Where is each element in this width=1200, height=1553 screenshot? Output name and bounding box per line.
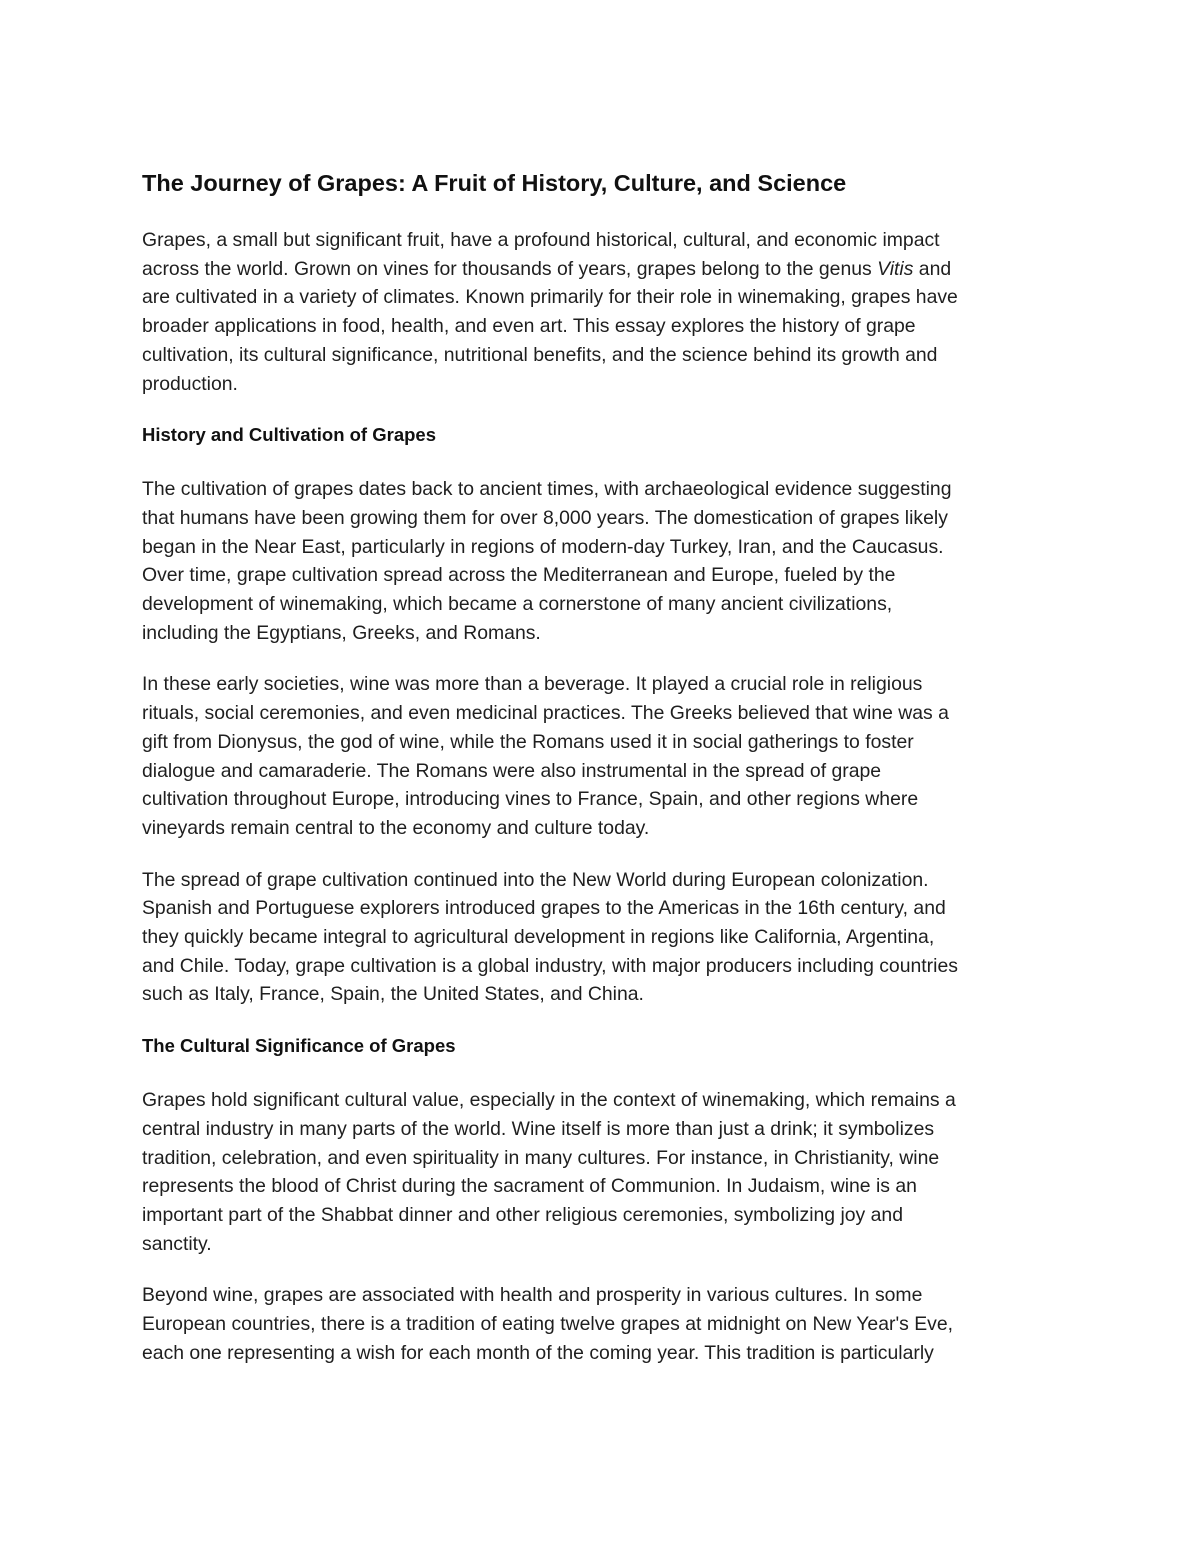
paragraph-line: Over time, grape cultivation spread across the Mediterranean and Europe, fueled by the bbox=[142, 564, 896, 587]
paragraph-line: Grapes hold significant cultural value, especially in the context of winemaking, which remains a bbox=[142, 1089, 956, 1112]
paragraph-line: that humans have been growing them for over 8,000 years. The domestication of grapes likely bbox=[142, 506, 948, 529]
paragraph-line: The spread of grape cultivation continued into the New World during European colonization. bbox=[142, 868, 929, 891]
paragraph-line: sanctity. bbox=[142, 1232, 212, 1255]
paragraph-line: and Chile. Today, grape cultivation is a global industry, with major producers including countries bbox=[142, 954, 958, 977]
paragraph-line: rituals, social ceremonies, and even medicinal practices. The Greeks believed that wine was a bbox=[142, 702, 949, 725]
paragraph-line: represents the blood of Christ during the sacrament of Communion. In Judaism, wine is an bbox=[142, 1175, 917, 1198]
paragraph-line: such as Italy, France, Spain, the United States, and China. bbox=[142, 983, 644, 1006]
paragraph-line: each one representing a wish for each month of the coming year. This tradition is particularly bbox=[142, 1341, 934, 1364]
history-paragraph-1 bbox=[142, 475, 1060, 647]
paragraph-line: are cultivated in a variety of climates. Known primarily for their role in winemaking, grapes have bbox=[142, 286, 958, 309]
paragraph-line: Spanish and Portuguese explorers introduced grapes to the Americas in the 16th century, and bbox=[142, 897, 946, 920]
paragraph-line: they quickly became integral to agricultural development in regions like California, Argentina, bbox=[142, 926, 935, 949]
paragraph-line: tradition, celebration, and even spirituality in many cultures. For instance, in Christianity, wine bbox=[142, 1146, 940, 1169]
genus-name: Vitis bbox=[877, 257, 914, 280]
cultural-paragraph-2 bbox=[142, 1281, 1060, 1367]
section-heading-history: History and Cultivation of Grapes bbox=[142, 424, 436, 446]
paragraph-line: Beyond wine, grapes are associated with health and prosperity in various cultures. In some bbox=[142, 1284, 923, 1307]
paragraph-line: central industry in many parts of the world. Wine itself is more than just a drink; it symbolizes bbox=[142, 1117, 935, 1140]
paragraph-line: important part of the Shabbat dinner and other religious ceremonies, symbolizing joy and bbox=[142, 1203, 903, 1226]
paragraph-line-with-genus bbox=[142, 255, 1060, 284]
paragraph-line: The cultivation of grapes dates back to ancient times, with archaeological evidence suggesting bbox=[142, 478, 952, 501]
paragraph-line: development of winemaking, which became a cornerstone of many ancient civilizations, bbox=[142, 593, 893, 616]
history-paragraph-3 bbox=[142, 866, 1060, 1010]
paragraph-line: vineyards remain central to the economy and culture today. bbox=[142, 816, 650, 839]
history-paragraph-2 bbox=[142, 670, 1060, 842]
paragraph-line: production. bbox=[142, 372, 238, 395]
paragraph-line: broader applications in food, health, and even art. This essay explores the history of grape bbox=[142, 315, 916, 338]
cultural-paragraph-1 bbox=[142, 1086, 1060, 1258]
paragraph-line: In these early societies, wine was more than a beverage. It played a crucial role in religious bbox=[142, 673, 923, 696]
paragraph-line: Grapes, a small but significant fruit, have a profound historical, cultural, and economic impact bbox=[142, 229, 940, 251]
section-heading-cultural: The Cultural Significance of Grapes bbox=[142, 1035, 456, 1057]
intro-paragraph bbox=[142, 226, 1060, 398]
paragraph-line-text: and bbox=[913, 257, 952, 280]
paragraph-line: cultivation throughout Europe, introducing vines to France, Spain, and other regions where bbox=[142, 788, 919, 811]
document-title: The Journey of Grapes: A Fruit of History, Culture, and Science bbox=[142, 170, 847, 196]
document-page bbox=[142, 166, 1060, 1391]
paragraph-line-text: across the world. Grown on vines for thousands of years, grapes belong to the genus bbox=[142, 257, 878, 280]
paragraph-line: began in the Near East, particularly in regions of modern-day Turkey, Iran, and the Caucasus. bbox=[142, 535, 944, 558]
paragraph-line: gift from Dionysus, the god of wine, while the Romans used it in social gatherings to foster bbox=[142, 730, 914, 753]
paragraph-line: including the Egyptians, Greeks, and Romans. bbox=[142, 621, 541, 644]
paragraph-line: cultivation, its cultural significance, nutritional benefits, and the science behind its growth and bbox=[142, 343, 938, 366]
paragraph-line: dialogue and camaraderie. The Romans were also instrumental in the spread of grape bbox=[142, 759, 882, 782]
paragraph-line: European countries, there is a tradition of eating twelve grapes at midnight on New Year's Eve, bbox=[142, 1313, 954, 1336]
